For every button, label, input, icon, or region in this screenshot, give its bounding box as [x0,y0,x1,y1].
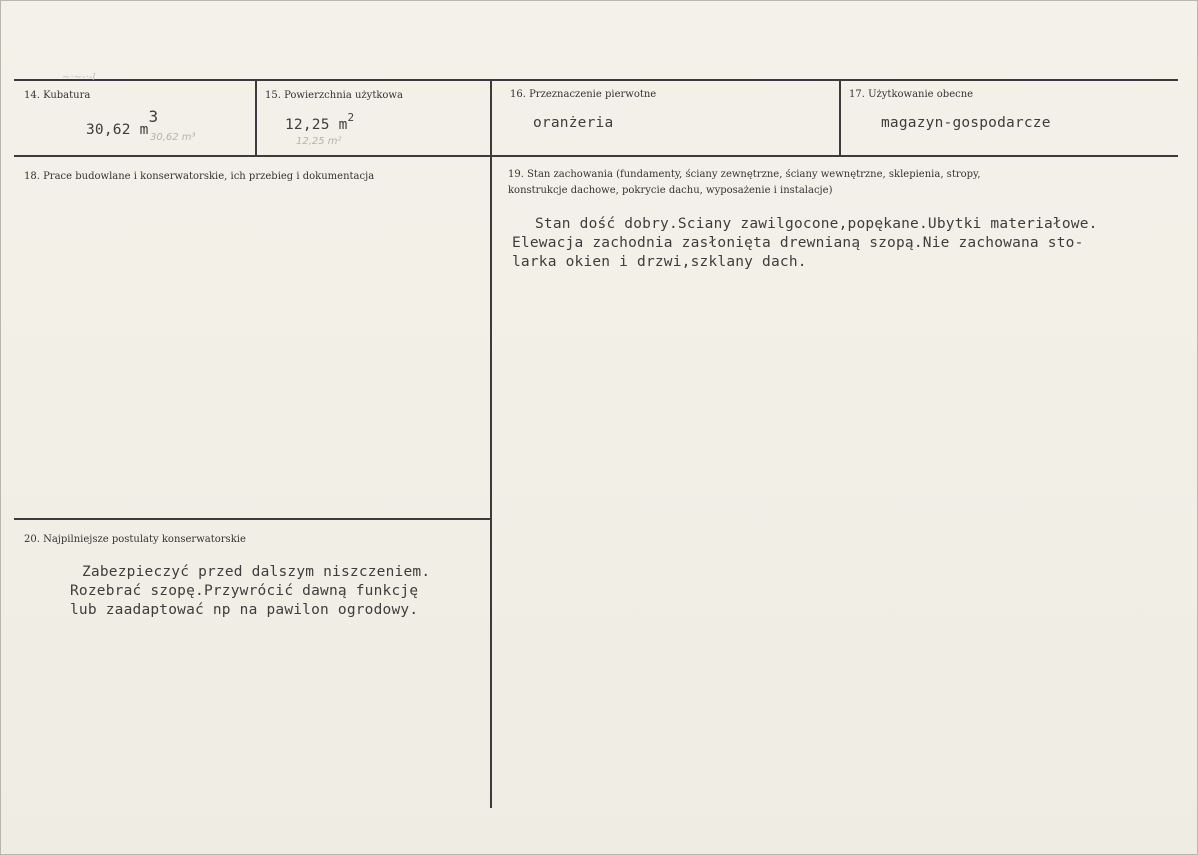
col-divider-14-15 [255,80,257,156]
powierzchnia-value: 12,25 $m^2$ [285,111,355,133]
uzytkowanie-label: 17. Użytkowanie obecne [849,89,974,100]
col-divider-15-16 [490,80,492,808]
col-divider-16-17 [839,80,841,156]
przeznaczenie-label: 16. Przeznaczenie pierwotne [510,89,657,100]
postulaty-label: 20. Najpilniejsze postulaty konserwatorskie [24,534,246,545]
powierzchnia-label: 15. Powierzchnia użytkowa [265,90,403,101]
stan-text-line: Stan dość dobry.Sciany zawilgocone,popękane.Ubytki materiałowe. [535,216,1098,232]
stan-text-line: Elewacja zachodnia zasłonięta drewnianą szopą.Nie zachowana sto- [512,235,1084,251]
left-column-divider [14,518,490,520]
kubatura-label: 14. Kubatura [24,90,91,101]
stan-label-line2: konstrukcje dachowe, pokrycie dachu, wyposażenie i instalacje) [508,185,833,196]
stan-text-line: larka okien i drzwi,szklany dach. [512,254,807,270]
postulaty-text-line: Rozebrać szopę.Przywrócić dawną funkcję [70,583,419,599]
postulaty-text-line: Zabezpieczyć przed dalszym niszczeniem. [82,564,431,580]
top-rule [14,79,1178,81]
postulaty-text-line: lub zaadaptować np na pawilon ogrodowy. [70,602,419,618]
kubatura-handwritten: 30,62 m³ [150,132,196,143]
stan-label-line1: 19. Stan zachowania (fundamenty, ściany zewnętrzne, ściany wewnętrzne, sklepienia, stropy, [508,169,981,180]
powierzchnia-handwritten: 12,25 m² [296,136,342,147]
prace-label: 18. Prace budowlane i konserwatorskie, ich przebieg i dokumentacja [24,171,375,182]
kubatura-value: 30,62 $m^3$ [86,107,159,138]
uzytkowanie-value: magazyn-gospodarcze [881,115,1051,131]
row-divider [14,155,1178,157]
przeznaczenie-value: oranżeria [533,115,614,131]
pencil-scribble-14: ~·~-·-l [62,72,96,83]
